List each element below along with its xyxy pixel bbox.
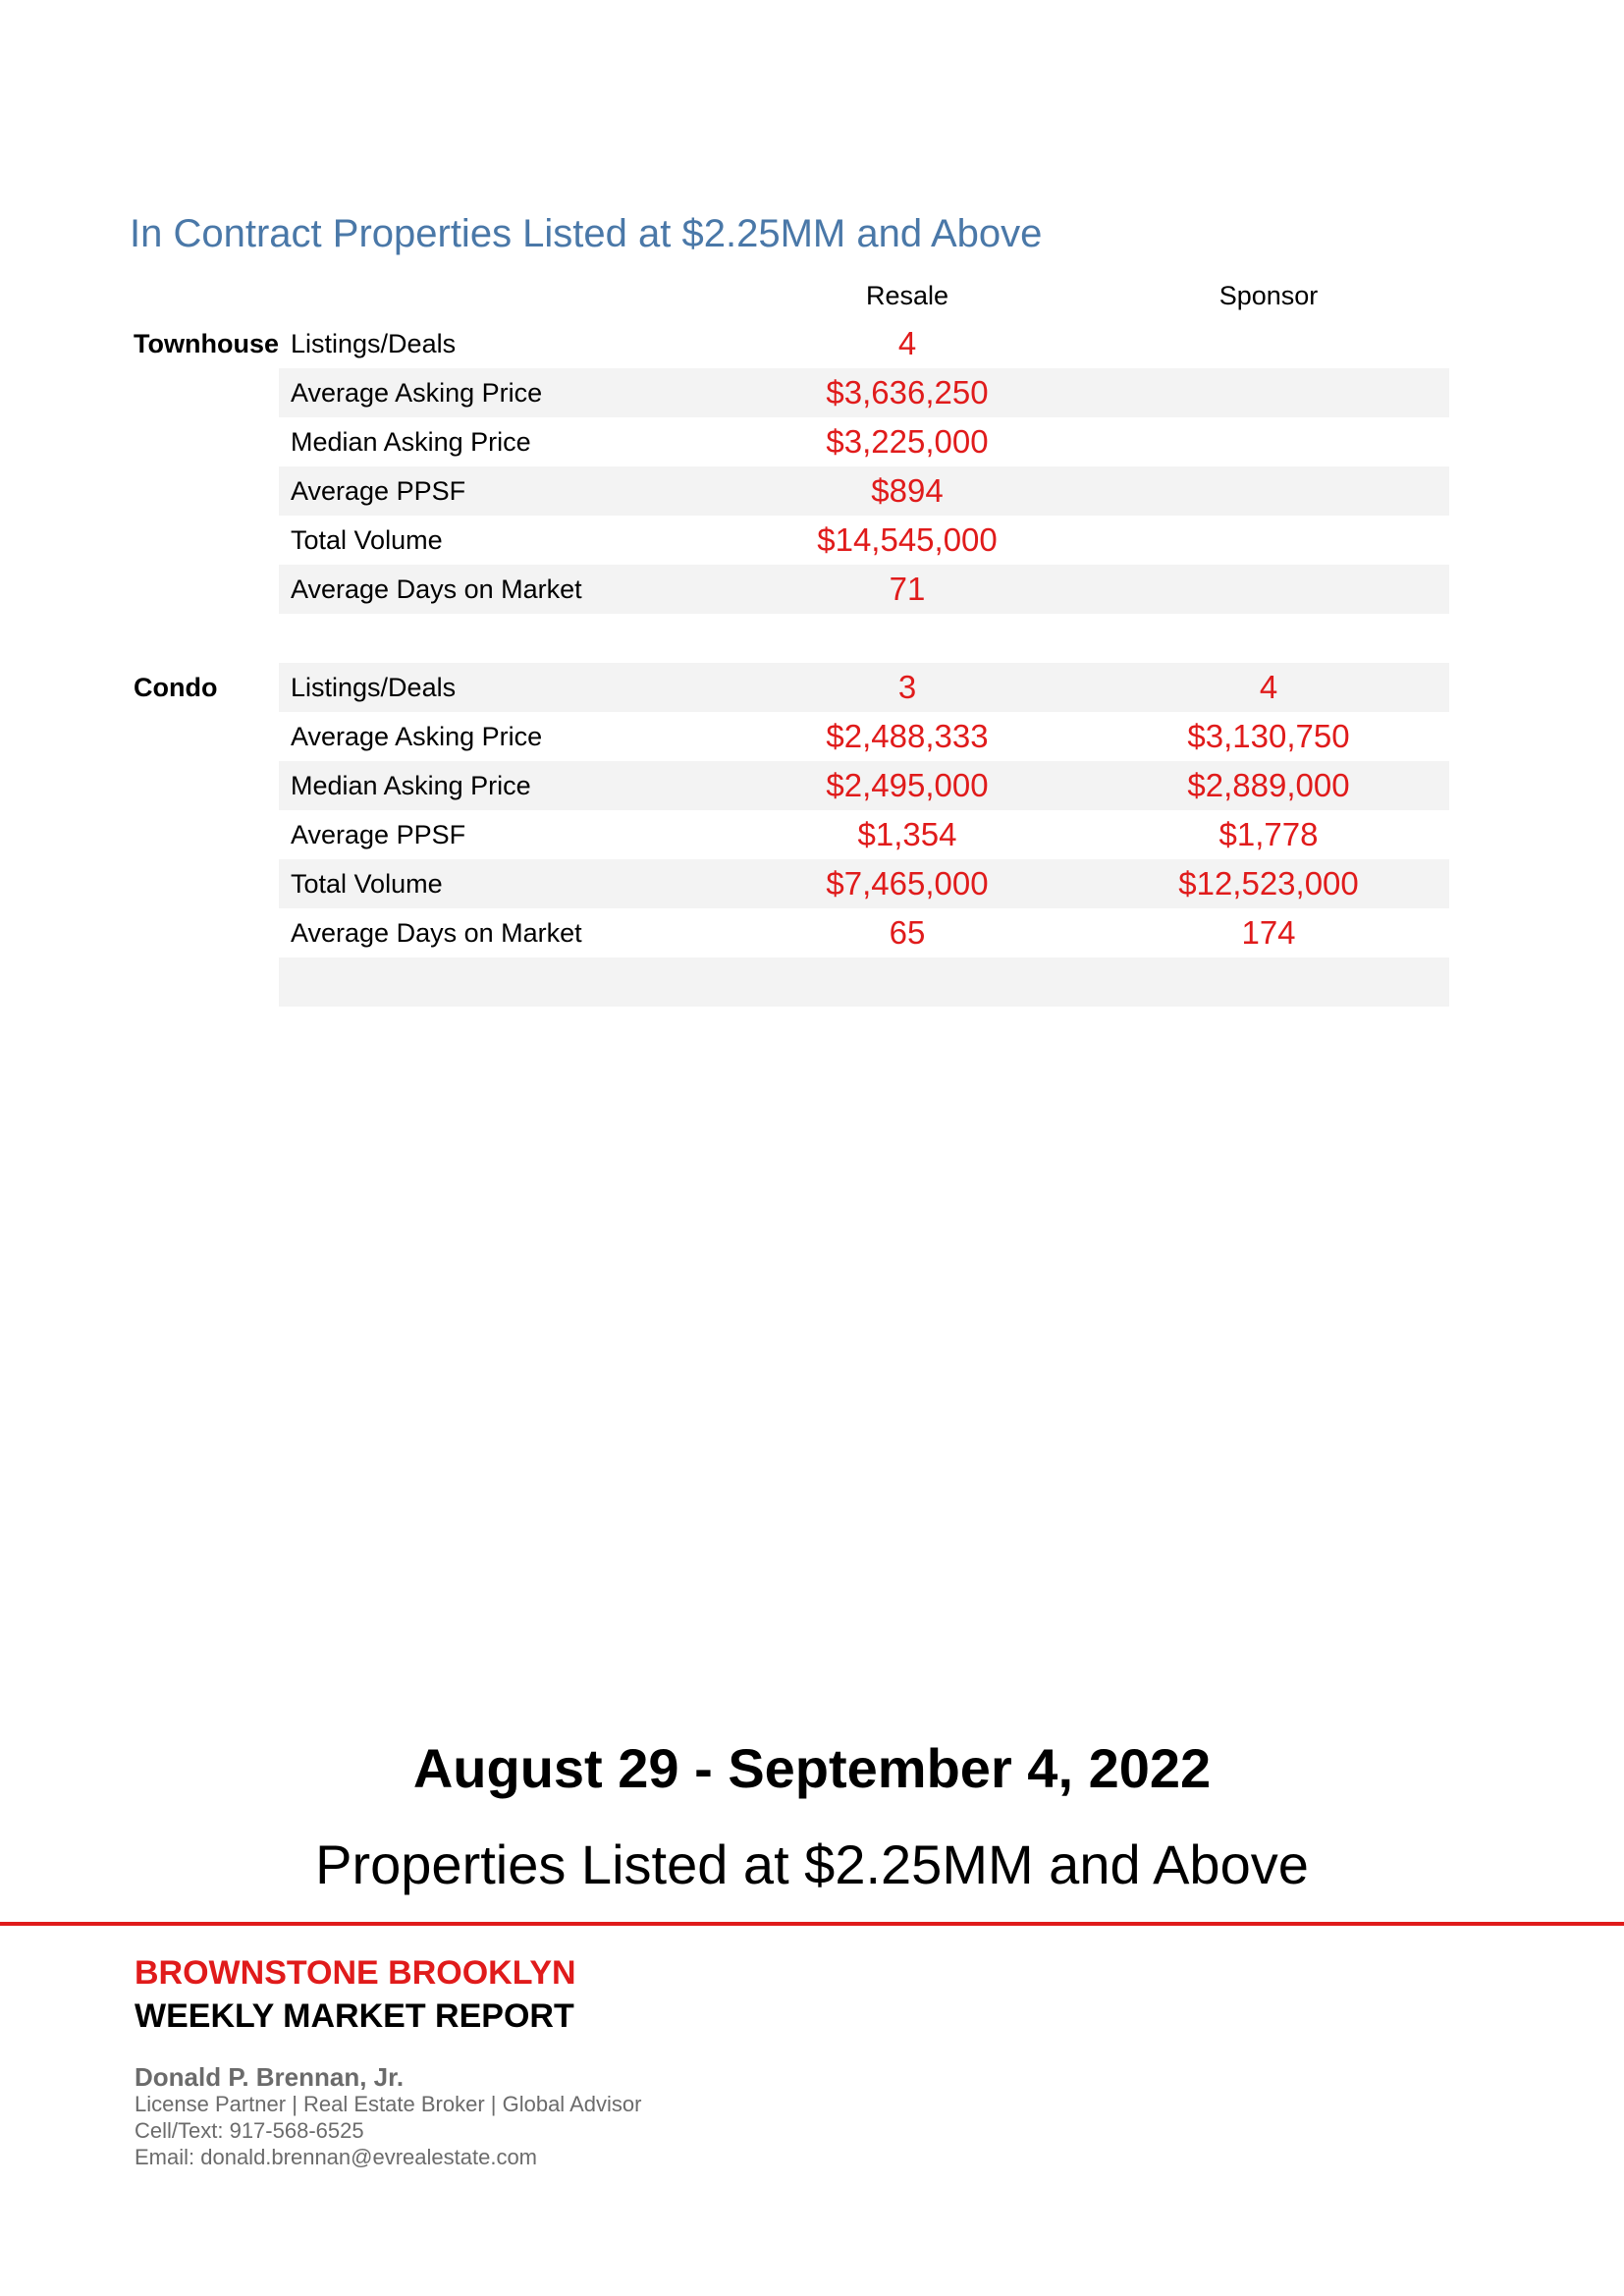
resale-value: $3,225,000	[826, 423, 989, 460]
brand-name: BROWNSTONE BROOKLYN	[135, 1954, 576, 1992]
row-label: Average Asking Price	[291, 722, 543, 751]
resale-value: 4	[897, 325, 917, 361]
resale-value: $3,636,250	[826, 374, 989, 410]
table-row	[279, 859, 1449, 908]
table-row	[279, 319, 1449, 368]
row-label: Listings/Deals	[291, 673, 457, 702]
report-subtitle: Properties Listed at $2.25MM and Above	[315, 1833, 1309, 1895]
sponsor-value: $2,889,000	[1187, 767, 1350, 803]
table-row	[279, 908, 1449, 957]
sponsor-value: $1,778	[1218, 816, 1319, 852]
sponsor-value: 174	[1241, 914, 1296, 951]
table-row	[279, 565, 1449, 614]
group-label-condo: Condo	[134, 673, 218, 702]
row-label: Average PPSF	[291, 476, 466, 506]
table-row	[279, 368, 1449, 417]
column-header-sponsor: Sponsor	[1218, 281, 1319, 310]
agent-name: Donald P. Brennan, Jr.	[135, 2062, 405, 2092]
table-row	[279, 417, 1449, 466]
column-header-resale: Resale	[865, 281, 949, 310]
resale-value: 3	[897, 669, 917, 705]
agent-email: Email: donald.brennan@evrealestate.com	[135, 2145, 538, 2169]
resale-value: $7,465,000	[826, 865, 989, 902]
section-title: In Contract Properties Listed at $2.25MM and Above	[130, 212, 1043, 255]
group-label-townhouse: Townhouse	[134, 329, 279, 358]
row-label: Listings/Deals	[291, 329, 457, 358]
empty-table-row	[279, 957, 1449, 1007]
row-label: Median Asking Price	[291, 771, 531, 800]
table-row	[279, 761, 1449, 810]
resale-value: $1,354	[857, 816, 957, 852]
footer-divider	[0, 1922, 1624, 1926]
table-row	[279, 712, 1449, 761]
report-date-range: August 29 - September 4, 2022	[412, 1737, 1212, 1799]
agent-title: License Partner | Real Estate Broker | Global Advisor	[135, 2092, 642, 2116]
resale-value: $14,545,000	[817, 521, 998, 558]
resale-value: $2,488,333	[826, 718, 989, 754]
report-name: WEEKLY MARKET REPORT	[135, 1997, 574, 2035]
sponsor-value: $3,130,750	[1187, 718, 1350, 754]
resale-value: 71	[889, 571, 926, 607]
table-row	[279, 810, 1449, 859]
row-label: Median Asking Price	[291, 427, 531, 457]
resale-value: 65	[889, 914, 926, 951]
resale-value: $894	[871, 472, 944, 509]
row-label: Total Volume	[291, 869, 443, 899]
row-label: Average Days on Market	[291, 918, 582, 948]
resale-value: $2,495,000	[826, 767, 989, 803]
sponsor-value: 4	[1259, 669, 1278, 705]
row-label: Average PPSF	[291, 820, 466, 849]
row-label: Average Days on Market	[291, 574, 582, 604]
agent-phone: Cell/Text: 917-568-6525	[135, 2118, 364, 2143]
table-row	[279, 466, 1449, 516]
sponsor-value: $12,523,000	[1178, 865, 1359, 902]
row-label: Average Asking Price	[291, 378, 543, 408]
table-row	[279, 516, 1449, 565]
table-row	[279, 663, 1449, 712]
row-label: Total Volume	[291, 525, 443, 555]
